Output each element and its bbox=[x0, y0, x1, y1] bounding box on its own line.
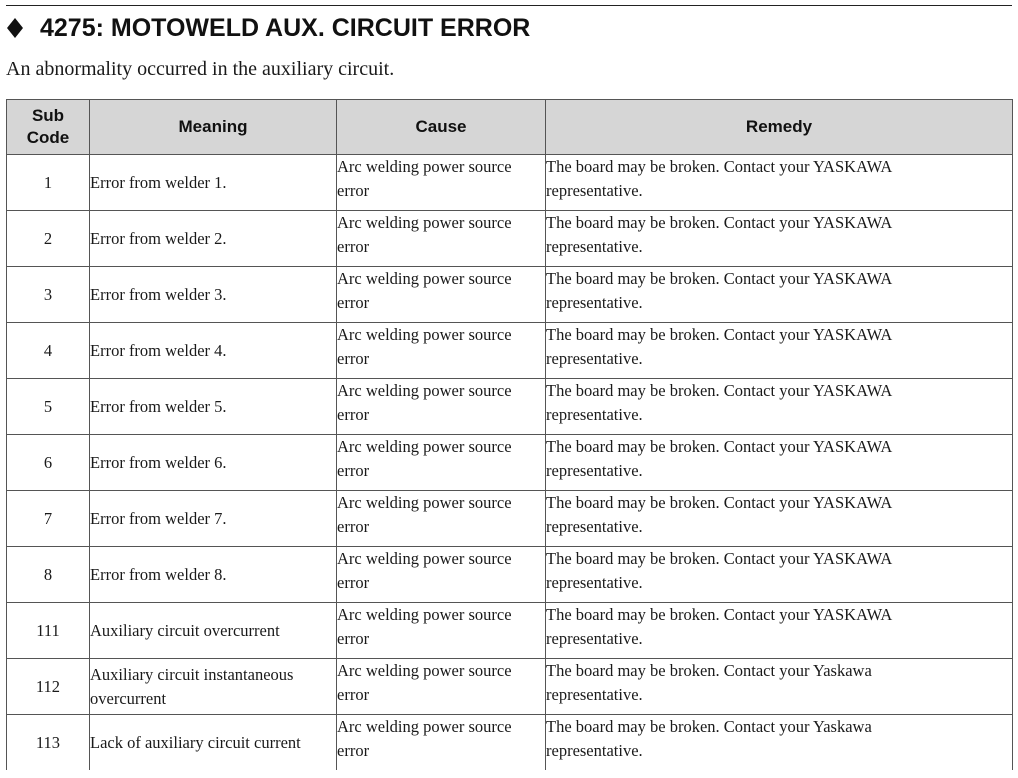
table-row bbox=[7, 155, 1013, 211]
cell-remedy-line2: representative. bbox=[546, 517, 643, 536]
cell-remedy-line1: The board may be broken. Contact your YASKAWA bbox=[546, 157, 893, 176]
cell-remedy-line2: representative. bbox=[546, 741, 643, 760]
cell-meaning: Error from welder 2. bbox=[90, 211, 337, 267]
cell-cause-line2: error bbox=[337, 685, 370, 704]
table-row bbox=[7, 547, 1013, 603]
cell-remedy-line1: The board may be broken. Contact your YASKAWA bbox=[546, 437, 893, 456]
cell-cause-line1: Arc welding power source bbox=[337, 269, 512, 288]
header-sub-code-line2: Code bbox=[26, 128, 70, 147]
cell-meaning: Error from welder 3. bbox=[90, 267, 337, 323]
cell-sub-code: 111 bbox=[7, 603, 90, 659]
cell-meaning: Error from welder 1. bbox=[90, 155, 337, 211]
cell-remedy-line2: representative. bbox=[546, 237, 643, 256]
cell-cause-line1: Arc welding power source bbox=[337, 213, 512, 232]
cell-sub-code: 1 bbox=[7, 155, 90, 211]
cell-remedy-line1: The board may be broken. Contact your YASKAWA bbox=[546, 493, 893, 512]
table-row bbox=[7, 323, 1013, 379]
cell-remedy-line2: representative. bbox=[546, 181, 643, 200]
header-cause: Cause bbox=[337, 100, 546, 155]
cell-cause-line1: Arc welding power source bbox=[337, 493, 512, 512]
cell-remedy bbox=[546, 435, 1013, 491]
cell-remedy bbox=[546, 379, 1013, 435]
cell-meaning: Error from welder 7. bbox=[90, 491, 337, 547]
cell-meaning: Error from welder 8. bbox=[90, 547, 337, 603]
cell-cause-line2: error bbox=[337, 517, 370, 536]
header-sub-code bbox=[7, 100, 90, 155]
cell-cause-line2: error bbox=[337, 629, 370, 648]
cell-cause bbox=[337, 379, 546, 435]
cell-remedy bbox=[546, 659, 1013, 715]
cell-cause-line1: Arc welding power source bbox=[337, 661, 512, 680]
table-row bbox=[7, 435, 1013, 491]
cell-remedy-line1: The board may be broken. Contact your YASKAWA bbox=[546, 381, 893, 400]
cell-remedy-line1: The board may be broken. Contact your Yaskawa bbox=[546, 661, 872, 680]
cell-cause-line1: Arc welding power source bbox=[337, 437, 512, 456]
cell-remedy bbox=[546, 715, 1013, 771]
cell-cause-line2: error bbox=[337, 293, 370, 312]
cell-remedy-line2: representative. bbox=[546, 293, 643, 312]
error-code-table bbox=[6, 99, 1013, 770]
cell-cause bbox=[337, 267, 546, 323]
cell-cause bbox=[337, 547, 546, 603]
cell-cause bbox=[337, 491, 546, 547]
cell-sub-code: 3 bbox=[7, 267, 90, 323]
cell-sub-code: 2 bbox=[7, 211, 90, 267]
cell-sub-code: 8 bbox=[7, 547, 90, 603]
cell-remedy bbox=[546, 267, 1013, 323]
table-row bbox=[7, 379, 1013, 435]
cell-cause bbox=[337, 155, 546, 211]
cell-remedy-line2: representative. bbox=[546, 461, 643, 480]
cell-remedy-line2: representative. bbox=[546, 349, 643, 368]
cell-cause bbox=[337, 715, 546, 771]
cell-cause-line2: error bbox=[337, 461, 370, 480]
cell-cause-line1: Arc welding power source bbox=[337, 605, 512, 624]
cell-sub-code: 113 bbox=[7, 715, 90, 771]
cell-remedy bbox=[546, 603, 1013, 659]
cell-remedy-line2: representative. bbox=[546, 405, 643, 424]
page-title bbox=[6, 12, 530, 44]
diamond-bullet-icon bbox=[6, 17, 24, 39]
cell-cause-line1: Arc welding power source bbox=[337, 381, 512, 400]
cell-meaning: Auxiliary circuit overcurrent bbox=[90, 603, 337, 659]
intro-paragraph: An abnormality occurred in the auxiliary circuit. bbox=[6, 58, 395, 80]
cell-cause-line2: error bbox=[337, 349, 370, 368]
cell-cause bbox=[337, 603, 546, 659]
cell-cause bbox=[337, 435, 546, 491]
cell-meaning: Error from welder 5. bbox=[90, 379, 337, 435]
cell-cause-line1: Arc welding power source bbox=[337, 717, 512, 736]
cell-cause bbox=[337, 211, 546, 267]
cell-sub-code: 112 bbox=[7, 659, 90, 715]
cell-meaning: Auxiliary circuit instantaneous overcurrent bbox=[90, 659, 337, 715]
cell-remedy-line2: representative. bbox=[546, 629, 643, 648]
table-row bbox=[7, 659, 1013, 715]
cell-cause-line2: error bbox=[337, 741, 370, 760]
table-row bbox=[7, 603, 1013, 659]
cell-cause-line2: error bbox=[337, 181, 370, 200]
cell-cause-line2: error bbox=[337, 237, 370, 256]
cell-cause-line1: Arc welding power source bbox=[337, 157, 512, 176]
table-row bbox=[7, 491, 1013, 547]
cell-cause-line2: error bbox=[337, 573, 370, 592]
cell-remedy-line1: The board may be broken. Contact your YASKAWA bbox=[546, 605, 893, 624]
cell-meaning: Error from welder 4. bbox=[90, 323, 337, 379]
cell-remedy-line1: The board may be broken. Contact your Yaskawa bbox=[546, 717, 872, 736]
cell-remedy-line2: representative. bbox=[546, 685, 643, 704]
cell-cause-line1: Arc welding power source bbox=[337, 325, 512, 344]
header-meaning: Meaning bbox=[90, 100, 337, 155]
cell-sub-code: 4 bbox=[7, 323, 90, 379]
header-sub-code-line1: Sub bbox=[31, 106, 65, 125]
cell-cause-line2: error bbox=[337, 405, 370, 424]
cell-cause bbox=[337, 323, 546, 379]
table-row bbox=[7, 211, 1013, 267]
cell-cause-line1: Arc welding power source bbox=[337, 549, 512, 568]
cell-remedy bbox=[546, 155, 1013, 211]
page-title-text: 4275: MOTOWELD AUX. CIRCUIT ERROR bbox=[40, 13, 531, 42]
cell-sub-code: 5 bbox=[7, 379, 90, 435]
cell-remedy bbox=[546, 323, 1013, 379]
header-remedy: Remedy bbox=[546, 100, 1013, 155]
cell-remedy-line1: The board may be broken. Contact your YASKAWA bbox=[546, 213, 893, 232]
cell-remedy-line2: representative. bbox=[546, 573, 643, 592]
table-row bbox=[7, 267, 1013, 323]
cell-meaning: Lack of auxiliary circuit current bbox=[90, 715, 337, 771]
table-row bbox=[7, 715, 1013, 771]
cell-remedy-line1: The board may be broken. Contact your YASKAWA bbox=[546, 269, 893, 288]
cell-remedy bbox=[546, 491, 1013, 547]
cell-meaning: Error from welder 6. bbox=[90, 435, 337, 491]
cell-remedy bbox=[546, 211, 1013, 267]
cell-remedy-line1: The board may be broken. Contact your YASKAWA bbox=[546, 325, 893, 344]
cell-sub-code: 7 bbox=[7, 491, 90, 547]
cell-cause bbox=[337, 659, 546, 715]
cell-remedy-line1: The board may be broken. Contact your YASKAWA bbox=[546, 549, 893, 568]
table-header-row bbox=[7, 100, 1013, 155]
cell-remedy bbox=[546, 547, 1013, 603]
top-divider bbox=[6, 5, 1012, 6]
cell-sub-code: 6 bbox=[7, 435, 90, 491]
